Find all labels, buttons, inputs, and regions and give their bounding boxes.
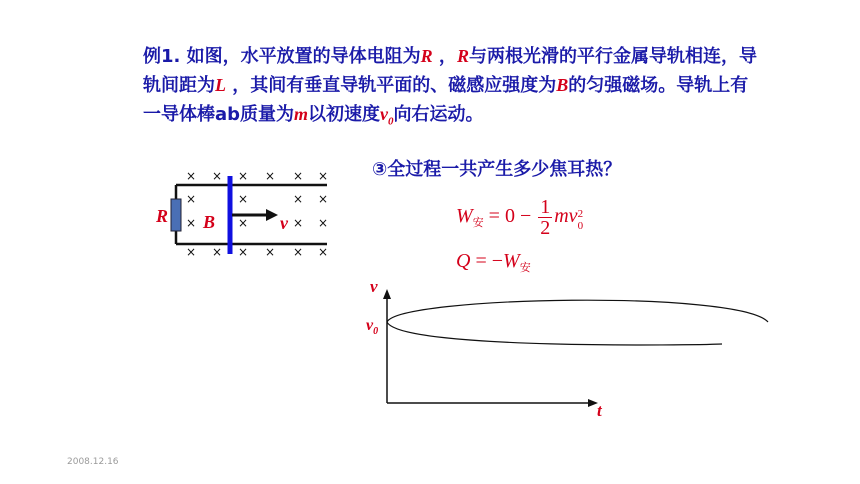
problem-seg: ， xyxy=(432,46,457,67)
axis-label-t: t xyxy=(597,401,602,420)
label-B: B xyxy=(203,212,216,232)
problem-seg: 向右运动。 xyxy=(393,104,484,125)
problem-seg: 与两根光滑的平行金属导轨相连，导轨间距为 xyxy=(143,46,757,96)
var-L: L xyxy=(215,75,226,95)
circuit-diagram xyxy=(155,169,328,259)
eq-W: W xyxy=(456,205,473,228)
var-v: v xyxy=(380,104,389,124)
var-v-sub: 0 xyxy=(388,115,394,128)
field-cross: × xyxy=(292,192,304,206)
field-cross: × xyxy=(237,216,249,230)
label-R: R xyxy=(156,206,169,226)
problem-seg: 例1. 如图，水平放置的导体电阻为 xyxy=(143,46,421,67)
field-cross: × xyxy=(264,169,276,183)
eq-Q: Q xyxy=(456,250,471,272)
eq-sup: 2 xyxy=(577,208,584,221)
vt-graph xyxy=(366,277,768,420)
field-cross: × xyxy=(211,245,223,259)
field-cross: × xyxy=(292,216,304,230)
eq-W2: W xyxy=(503,250,520,272)
field-cross: × xyxy=(185,216,197,230)
field-cross: × xyxy=(264,245,276,259)
label-v0-main: v xyxy=(366,317,374,334)
problem-seg: 的匀强磁场。导轨上有一导体棒ab质量为 xyxy=(143,75,749,125)
eq-num: 1 xyxy=(540,196,551,218)
label-v0-sub: 0 xyxy=(373,326,379,337)
field-cross: × xyxy=(185,192,197,206)
field-cross: × xyxy=(317,216,329,230)
field-cross: × xyxy=(292,245,304,259)
eq-W2-sub: 安 xyxy=(519,261,531,274)
axis-label-v: v xyxy=(370,277,378,296)
eq-mid: = 0 − xyxy=(483,205,537,228)
eq-W-sub: 安 xyxy=(472,216,484,230)
field-cross: × xyxy=(317,192,329,206)
var-R: R xyxy=(456,46,469,66)
curve-upper xyxy=(387,300,768,322)
field-cross: × xyxy=(185,169,197,183)
curve-lower xyxy=(387,322,722,345)
y-axis-arrow xyxy=(383,289,391,299)
field-cross: × xyxy=(185,245,197,259)
field-cross: × xyxy=(292,169,304,183)
var-B: B xyxy=(556,75,569,95)
field-cross: × xyxy=(237,245,249,259)
eq-mid2: = − xyxy=(470,250,504,272)
var-m: m xyxy=(294,104,309,124)
field-cross: × xyxy=(317,245,329,259)
resistor xyxy=(171,199,181,231)
label-v0 xyxy=(366,317,378,337)
field-cross: × xyxy=(237,169,249,183)
eq-den: 2 xyxy=(540,217,551,239)
problem-seg: 以初速度 xyxy=(308,104,381,125)
field-cross: × xyxy=(317,169,329,183)
field-cross: × xyxy=(237,192,249,206)
label-v: v xyxy=(280,213,288,233)
date-stamp: 2008.12.16 xyxy=(67,457,119,467)
field-cross: × xyxy=(211,169,223,183)
eq-vsub: 0 xyxy=(577,220,584,233)
eq-mv: mv xyxy=(554,205,578,228)
var-R: R xyxy=(420,46,433,66)
velocity-arrow-head xyxy=(266,209,278,221)
question-text: ③全过程一共产生多少焦耳热？ xyxy=(372,159,622,180)
problem-seg: ，其间有垂直导轨平面的、磁感应强度为 xyxy=(226,75,557,96)
